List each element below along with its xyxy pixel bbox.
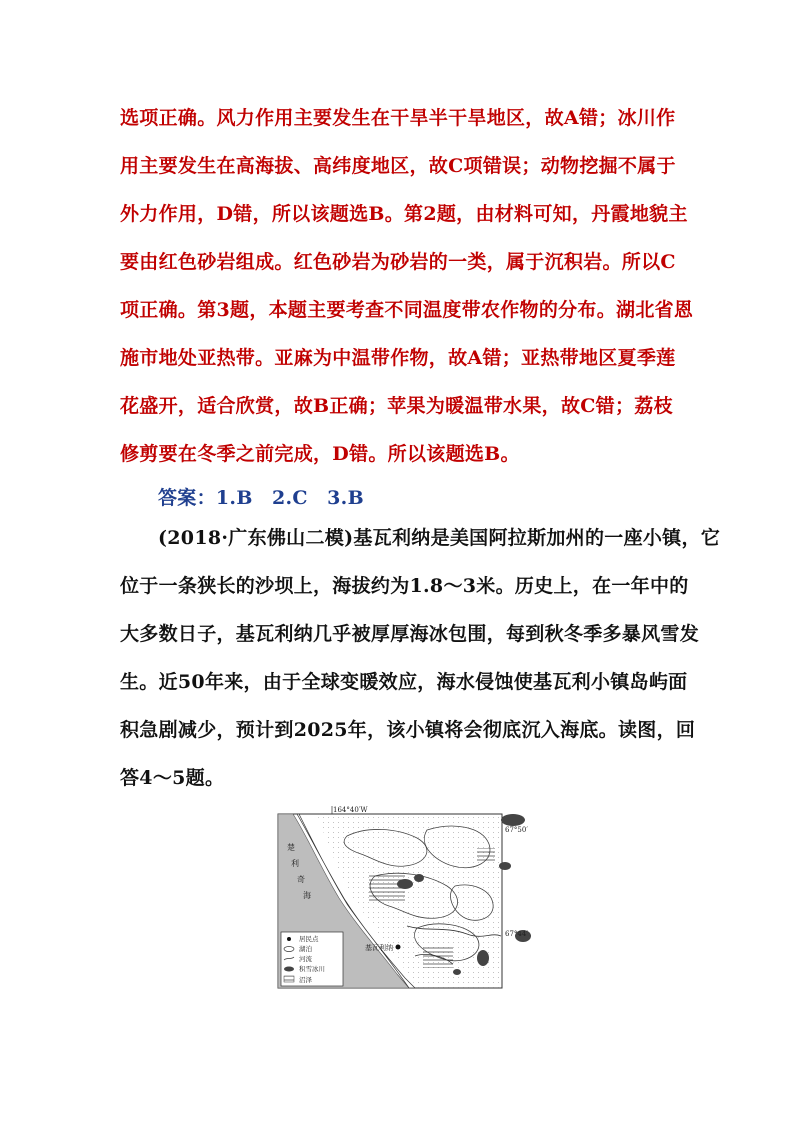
marsh <box>369 874 405 902</box>
sea-label-char: 利 <box>291 859 299 868</box>
sea-label-char: 楚 <box>287 843 295 852</box>
explanation-line: 花盛开，适合欣赏，故B正确；苹果为暖温带水果，故C错；荔枝 <box>120 395 673 417</box>
glacier <box>477 950 489 966</box>
question-line: 生。近50年来，由于全球变暖效应，海水侵蚀使基瓦利小镇岛屿面 <box>120 671 688 693</box>
glacier <box>501 814 525 826</box>
latitude-label-top: 67°50′ <box>505 826 528 834</box>
legend-settlement-icon <box>287 937 291 941</box>
question-line: (2018·广东佛山二模)基瓦利纳是美国阿拉斯加州的一座小镇，它 <box>158 527 721 549</box>
explanation-line: 施市地处亚热带。亚麻为中温带作物，故A错；亚热带地区夏季莲 <box>120 347 676 369</box>
glacier <box>397 879 413 889</box>
marsh <box>423 946 453 968</box>
answer-text: 1.B 2.C 3.B <box>215 487 364 509</box>
legend-label: 积雪冰川 <box>299 965 325 973</box>
explanation-line: 用主要发生在高海拔、高纬度地区，故C项错误；动物挖掘不属于 <box>120 155 676 177</box>
answer-line <box>158 483 364 510</box>
question-line: 积急剧减少，预计到2025年，该小镇将会彻底沉入海底。读图，回 <box>120 719 696 741</box>
question-line: 位于一条狭长的沙坝上，海拔约为1.8～3米。历史上，在一年中的 <box>120 575 689 597</box>
question-line: 大多数日子，基瓦利纳几乎被厚厚海冰包围，每到秋冬季多暴风雪发 <box>120 623 700 645</box>
explanation-line: 要由红色砂岩组成。红色砂岩为砂岩的一类，属于沉积岩。所以C <box>120 251 676 273</box>
sea-label-char: 奇 <box>297 875 305 884</box>
explanation-line: 修剪要在冬季之前完成，D错。所以该题选B。 <box>120 443 520 465</box>
explanation-line: 外力作用，D错，所以该题选B。第2题，由材料可知，丹霞地貌主 <box>120 203 688 225</box>
legend-label: 沼泽 <box>299 976 312 984</box>
map-legend <box>281 932 343 986</box>
legend-marsh-icon <box>284 976 294 982</box>
sea-label-char: 海 <box>303 891 311 900</box>
town-label: 基瓦利纳 <box>365 944 393 952</box>
legend-label: 居民点 <box>299 935 319 943</box>
legend-label: 河流 <box>299 955 312 963</box>
legend-label: 湖泊 <box>299 945 312 953</box>
kivalina-map <box>277 806 535 990</box>
glacier <box>453 969 461 975</box>
marsh <box>477 848 495 862</box>
glacier <box>499 862 511 870</box>
answer-label: 答案： <box>158 487 216 509</box>
explanation-line: 选项正确。风力作用主要发生在干旱半干旱地区，故A错；冰川作 <box>120 107 676 129</box>
latitude-label-bottom: 67°44′ <box>505 930 528 938</box>
glacier <box>414 874 424 882</box>
legend-glacier-icon <box>284 967 294 972</box>
question-line: 答4～5题。 <box>120 767 225 789</box>
settlement-dot <box>396 945 401 950</box>
longitude-label: 164°40′W <box>333 806 368 814</box>
explanation-line: 项正确。第3题，本题主要考查不同温度带农作物的分布。湖北省恩 <box>120 299 694 321</box>
